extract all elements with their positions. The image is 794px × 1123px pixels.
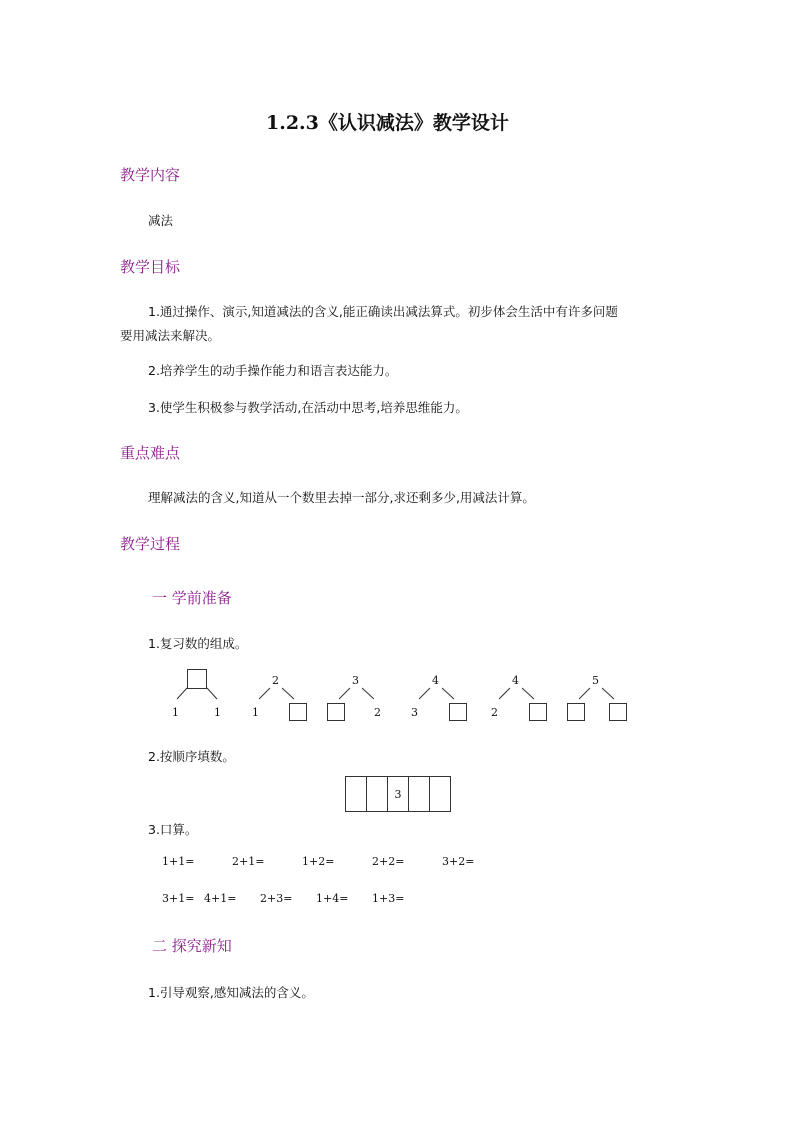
- tree-1-left: 1: [172, 706, 179, 719]
- calc-item: 3+1=: [162, 892, 195, 905]
- calc-item: 2+2=: [372, 855, 405, 868]
- tree-4-top: 4: [432, 674, 439, 687]
- sequence-cell: [367, 777, 388, 811]
- calc-item: 2+3=: [260, 892, 293, 905]
- blank-box: [529, 703, 547, 721]
- sequence-cell: [346, 777, 367, 811]
- part-1-step-3: 3.口算。: [148, 822, 198, 837]
- goal-2: 2.培养学生的动手操作能力和语言表达能力。: [148, 363, 398, 378]
- part-1-heading: 一 学前准备: [152, 589, 232, 607]
- part-1-step-2: 2.按顺序填数。: [148, 749, 235, 764]
- blank-box: [609, 703, 627, 721]
- section-heading-goals: 教学目标: [120, 258, 181, 276]
- blank-box: [567, 703, 585, 721]
- page-title: 1.2.3《认识减法》教学设计: [266, 112, 509, 134]
- blank-box: [289, 703, 307, 721]
- sequence-cell: [409, 777, 430, 811]
- section-heading-keypoints: 重点难点: [120, 444, 181, 462]
- keypoints-text: 理解减法的含义,知道从一个数里去掉一部分,求还剩多少,用减法计算。: [148, 490, 535, 505]
- section-heading-process: 教学过程: [120, 535, 181, 553]
- tree-5-top: 4: [512, 674, 519, 687]
- calc-item: 2+1=: [232, 855, 265, 868]
- part-2-heading: 二 探究新知: [152, 937, 232, 955]
- section-heading-content: 教学内容: [120, 166, 181, 184]
- blank-box: [187, 669, 207, 689]
- tree-1-right: 1: [214, 706, 221, 719]
- number-sequence-grid: [345, 776, 451, 812]
- calc-item: 1+1=: [162, 855, 195, 868]
- sequence-cell: 3: [388, 777, 409, 811]
- calc-item: 1+2=: [302, 855, 335, 868]
- calc-item: 1+3=: [372, 892, 405, 905]
- tree-3-top: 3: [352, 674, 359, 687]
- calc-item: 4+1=: [204, 892, 237, 905]
- tree-6-top: 5: [592, 674, 599, 687]
- tree-2-top: 2: [272, 674, 279, 687]
- blank-box: [449, 703, 467, 721]
- goal-1-line-1: 1.通过操作、演示,知道减法的含义,能正确读出减法算式。初步体会生活中有许多问题: [148, 304, 618, 319]
- tree-3-right: 2: [374, 706, 381, 719]
- tree-4-left: 3: [411, 706, 418, 719]
- goal-1-line-2: 要用减法来解决。: [120, 328, 221, 343]
- sequence-cell: [430, 777, 450, 811]
- goal-3: 3.使学生积极参与教学活动,在活动中思考,培养思维能力。: [148, 400, 468, 415]
- calc-item: 3+2=: [442, 855, 475, 868]
- content-text: 减法: [148, 213, 174, 228]
- blank-box: [327, 703, 345, 721]
- part-2-step-1: 1.引导观察,感知减法的含义。: [148, 985, 314, 1000]
- part-1-step-1: 1.复习数的组成。: [148, 636, 248, 651]
- tree-2-left: 1: [252, 706, 259, 719]
- calc-item: 1+4=: [316, 892, 349, 905]
- tree-5-left: 2: [491, 706, 498, 719]
